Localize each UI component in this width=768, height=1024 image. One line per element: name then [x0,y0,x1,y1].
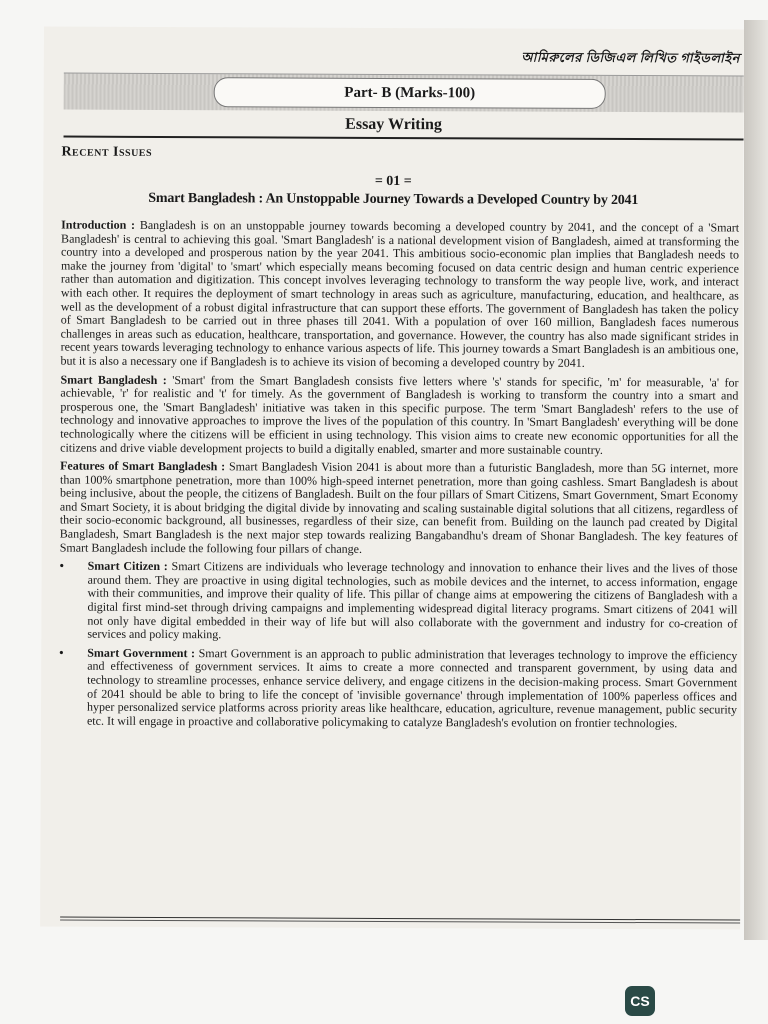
scanned-page [40,26,744,929]
camscanner-badge[interactable]: CS [625,986,655,1016]
header-script: আমিরুলের ডিজিএল লিখিত গাইডলাইন [521,49,740,66]
section-label: Recent Issues [61,144,153,160]
intro-text: Bangladesh is on an unstoppable journey towards becoming a developed country by 2041, and the concept of a 'Smart Bangladesh' is central to achieving this goal. 'Smart Bangladesh' is a national development vision of Bangladesh, aimed at transforming the country into a developed and prosperous nation by the year 2041. This ambitious socio-economic plan implies that Bangladesh needs to make the journey from 'digital' to 'smart' which especially means becoming focused on data centric design and human centric experience rather than automation and digitization. This concept involves leveraging technology to transform the way people live, work, and interact with each other. It requires the deployment of smart technology in areas such as agriculture, manufacturing, education, and healthcare, as well as the development of a robust digital infrastructure that can support these efforts. The government of Bangladesh has taken the policy of Smart Bangladesh to be carried out in three phases till 2041. With a population of over 160 million, Bangladesh faces numerous challenges in areas such as education, healthcare, transportation, and governance. However, the country has also made significant strides in recent years towards leveraging technology to enhance various aspects of life. This journey towards a Smart Bangladesh is an ambitious one, but it is also a necessary one if Bangladesh is to achieve its vision of becoming a developed country by 2041. [60,217,740,370]
smart-bangladesh-paragraph [60,373,738,458]
bullet-lead: Smart Government : [87,645,196,660]
heading-rule [64,136,744,141]
bullet-smart-citizen [59,560,737,645]
essay-writing-heading: Essay Writing [345,115,442,134]
bullet-dot: • [59,645,64,660]
features-paragraph [60,460,738,558]
essay-body [59,219,739,736]
part-band [64,73,744,113]
essay-title: Smart Bangladesh : An Unstoppable Journey Towards a Developed Country by 2041 [148,190,639,209]
page-edge-shadow [744,20,768,940]
smart-text: 'Smart' from the Smart Bangladesh consists five letters where 's' stands for specific, 'm' for measurable, 'a' for achievable, 'r' for realistic and 't' for timely. As the government of Bangladesh is working to transform the country into a smart and prosperous one, the 'Smart Bangladesh' initiative was taken in this specific purpose. The term 'Smart Bangladesh' refers to the use of technology and innovative approaches to improve the lives of the population of this country. In 'Smart Bangladesh' everything will be done technologically where the citizens will be efficient in using technology. This vision aims to create new economic opportunities for all the citizens and drive viable development projects to build a digitally enabled, smarter and more sustainable country. [60,372,739,457]
bullet-smart-government [59,646,737,731]
essay-number: = 01 = [374,173,412,190]
smart-lead: Smart Bangladesh : [60,372,167,387]
intro-lead: Introduction : [61,217,136,232]
bullet-text: Smart Citizens are individuals who leverage technology and innovation to enhance their lives and the lives of those around them. They are proactive in using digital technologies, such as mobile devices and the internet, to access information, engage with their communities, and improve their quality of life. This pillar of change aims at empowering the citizens of Bangladesh with a digital first mind-set through driving campaigns and implementing widespread digital literacy programs. Smart citizens of 2041 will not only have digital embedded in their way of life but will also collaborate with the government and industry for co-creation of services and policy making. [87,559,738,642]
features-text: Smart Bangladesh Vision 2041 is about more than a futuristic Bangladesh, more than 5G internet, more than 100% smartphone penetration, more than 100% high-speed internet penetration, more than going cashless. Smart Bangladesh is about being inclusive, about the people, the citizens of Bangladesh. Built on the four pillars of Smart Citizens, Smart Government, Smart Economy and Smart Society, it is about bridging the digital divide by innovating and scaling sustainable digital solutions that all citizens, regardless of their socio-economic background, all businesses, regardless of their size, can benefit from. Building on the launch pad created by Digital Bangladesh, Smart Bangladesh is the next major step towards realizing Bangabandhu's dream of Shonar Bangladesh. The key features of Smart Bangladesh include the following four pillars of change. [59,459,739,556]
bottom-rule-2 [60,920,740,924]
intro-paragraph [61,219,740,371]
part-label: Part- B (Marks-100) [214,77,606,109]
bullet-lead: Smart Citizen : [87,558,168,574]
bullet-text: Smart Government is an approach to public administration that leverages technology to improve the efficiency and effectiveness of government services. It aims to create a more connected and transparent government, by using data and technology to streamline processes, enhance service delivery, and engage citizens in the decision-making process. Smart Government of 2041 should be able to bring to life the concept of 'invisible governance' through implementation of 100% paperless offices and hyper personalized service platforms across priority areas like healthcare, education, agriculture, revenue management, public security etc. It will engage in proactive and collaborative policymaking to catalyze Bangladesh's evolution on frontier technologies. [86,645,738,731]
features-lead: Features of Smart Bangladesh : [60,458,226,474]
bullet-dot: • [59,558,64,573]
